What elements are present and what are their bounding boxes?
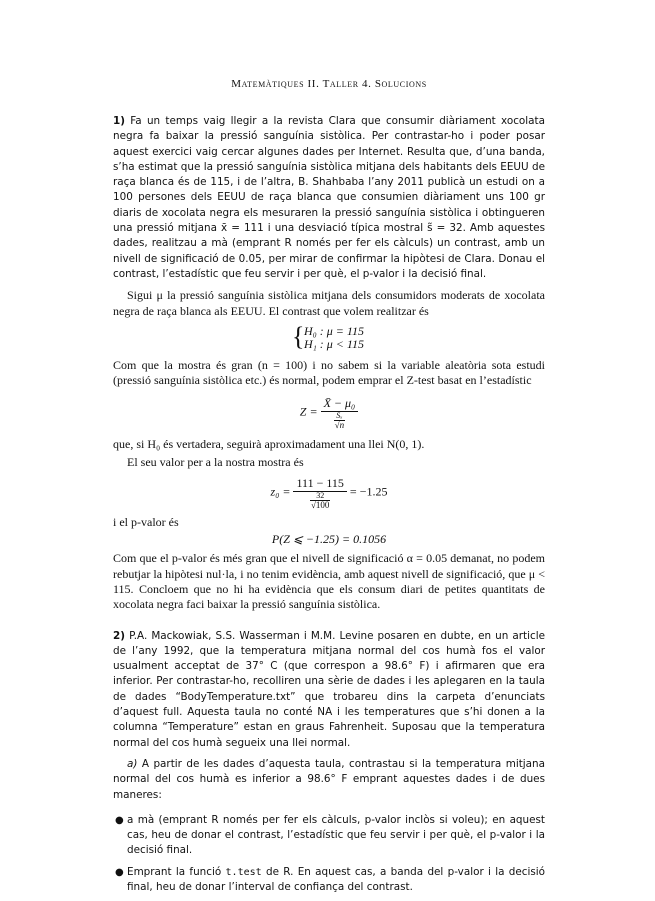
bullet-2-post: de R. En aquest cas, a banda del p-valor i la decisió final, heu de donar l’interval de confiança del contrast. — [127, 865, 545, 893]
brace-symbol: { — [291, 321, 305, 351]
bullet-2-pre: Emprant la funció — [127, 865, 222, 878]
problem-1-text: Fa un temps vaig llegir a la revista Clara que consumir diàriament xocolata negra fa baixar la pressió sanguínia sistòlica. Per contrastar-ho i poder posar aquest exercici vaig cercar algunes dades per Internet. Resulta que, d’una banda, s’ha estimat que la pressió sanguínia sistòlica mitjana dels habitants dels EEUU de raça blanca és de 115, i de l’altra, B. Shahbaba l’any 2011 publicà un estudi on a 100 persones dels EEUU de raça blanca que consumien diàriament uns 100 gr diaris de xocolata negra els mesuraren la pressió sanguínia sistòlica i obtingueren una pressió mitjana x̄ = 111 i una desviació típica mostral s̃ = 32. Amb aquestes dades, realitzau a mà (emprant R només per fer els càlculs) un contrast, amb un nivell de significació de 0.05, per mirar de confirmar la hipòtesi de Clara. Donau el contrast, l’estadístic que feu servir i per què, el p-valor i la decisió final. — [113, 115, 545, 280]
hypothesis-system — [113, 321, 545, 352]
part-a-label: a) — [127, 757, 138, 770]
page-title: Matemàtiques II. Taller 4. Solucions — [231, 78, 427, 90]
z0-result: = −1.25 — [349, 484, 388, 499]
solution-1-intro: Sigui μ la pressió sanguínia sistòlica mitjana dels consumidors moderats de xocolata negra de raça blanca als EEUU. El contrast que volem realitzar és — [113, 288, 545, 318]
null-hypothesis: H₀ : μ = 115 — [303, 323, 365, 338]
z0-den-bottom: √100 — [310, 500, 330, 511]
z0-lhs: z₀ = — [270, 484, 291, 499]
z-den-bottom: √n — [334, 420, 345, 431]
problem-2-number: 2) — [113, 629, 125, 642]
z-lhs: Z = — [299, 404, 318, 419]
part-a-text: A partir de les dades d’aquesta taula, contrastau si la temperatura mitjana normal del cos humà es inferior a 98.6° F emprant aquestes dades i de dues maneres: — [113, 757, 545, 801]
problem-1-number: 1) — [113, 115, 125, 127]
bullet-icon: ● — [115, 866, 124, 878]
solution-1-value-intro: El seu valor per a la nostra mostra és — [127, 454, 304, 469]
list-item — [113, 865, 545, 896]
document-page — [113, 78, 545, 901]
solution-1-conclusion: Com que el p-valor és més gran que el nivell de significació α = 0.05 demanat, no podem rebutjar la hipòtesi nul·la, i no tenim evidència, amb aquest nivell de significació, que μ < 115. Concloem que no hi ha evidència que els consum diari de petites quantitats de xocolata negra faci baixar la pressió sanguínia sistòlica. — [113, 551, 545, 612]
z0-den-top: 32 — [310, 492, 330, 501]
bullet-2-code: t.test — [225, 866, 262, 878]
bullet-icon: ● — [115, 814, 124, 826]
z-den-top: S̃ₓ — [334, 412, 345, 421]
method-list — [113, 813, 545, 895]
z-numerator: X̄ − μ₀ — [321, 396, 359, 412]
alt-hypothesis: H₁ : μ < 115 — [303, 336, 365, 351]
bullet-1-text: a mà (emprant R només per fer els càlculs, p-valor inclòs si voleu); en aquest cas, heu de donar el contrast, l’estadístic que feu servir i per què, el p-valor i la decisió final. — [127, 813, 545, 857]
part-a — [113, 757, 545, 803]
problem-2-text: P.A. Mackowiak, S.S. Wasserman i M.M. Levine posaren en dubte, en un article de l’any 1992, que la temperatura mitjana normal del cos humà fos el valor usualment acceptat de 37° C (que correspon a 98.6° F) i afirmaren que era inferior. Per contrastar-ho, recolliren una sèrie de dades i les aplegaren en la taula de dades “BodyTemperature.txt” que trobareu dins la carpeta d’enunciats d’aquest full. Aquesta taula no conté NA i les temperatures que s’hi donen a la columna “Temperature” estan en graus Fahrenheit. Suposau que la temperatura normal del cos humà segueix una llei normal. — [113, 629, 545, 749]
z0-formula — [113, 476, 545, 509]
z0-numerator: 111 − 115 — [293, 476, 346, 492]
list-item — [113, 813, 545, 859]
z-denominator — [321, 412, 359, 429]
z-statistic-formula — [113, 396, 545, 429]
problem-1-statement — [113, 114, 545, 282]
z0-fraction — [293, 476, 346, 509]
pvalue-intro: i el p-valor és — [113, 515, 179, 530]
solution-1-stat-intro: Com que la mostra és gran (n = 100) i no sabem si la variable aleatòria sota estudi (pressió sanguínia sistòlica etc.) és normal, podem emprar el Z-test basat en l’estadístic — [113, 357, 545, 388]
pvalue-equation: P(Z ⩽ −1.25) = 0.1056 — [271, 532, 387, 547]
solution-1-null-dist: que, si H₀ és vertadera, seguirà aproximadament una llei N(0, 1). — [113, 437, 425, 452]
z0-denominator — [293, 492, 346, 509]
problem-2-statement — [113, 629, 545, 751]
z-fraction — [321, 396, 359, 429]
